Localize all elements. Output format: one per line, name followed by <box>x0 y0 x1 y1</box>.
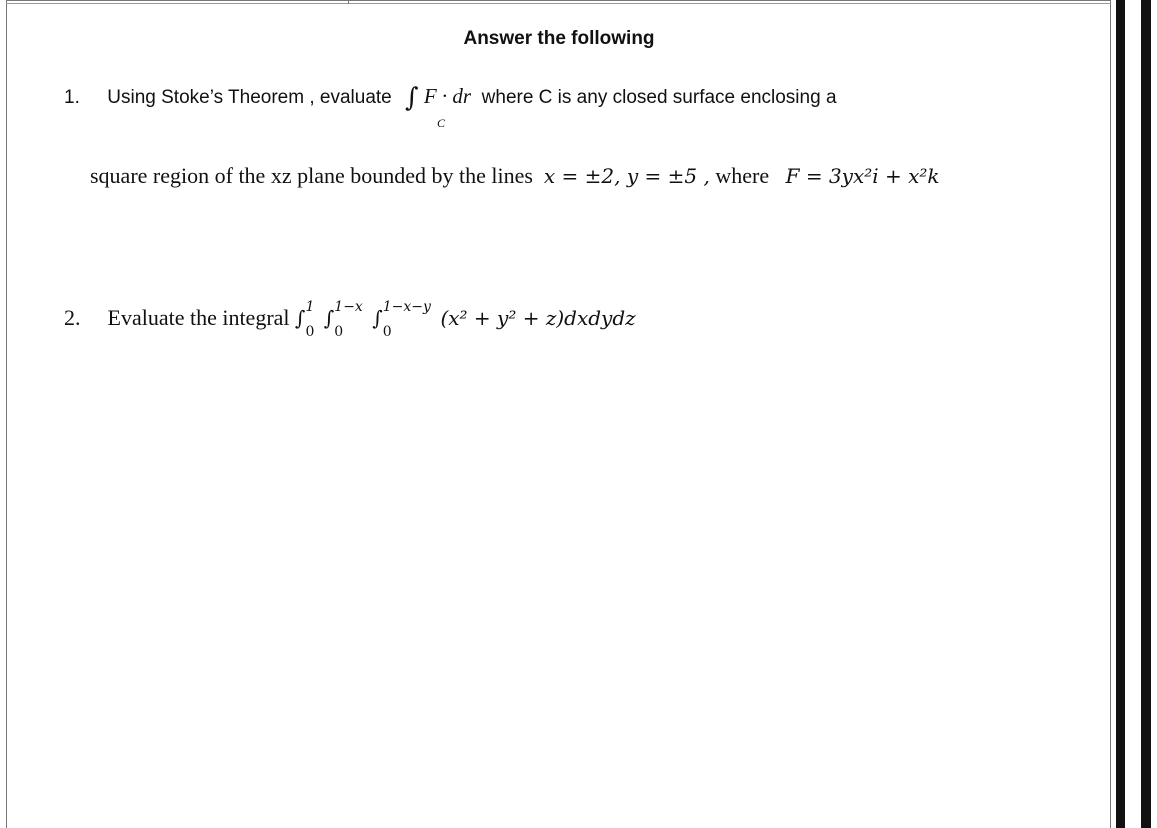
question-1 <box>64 80 837 113</box>
top-table-border <box>6 0 1111 4</box>
integral-symbol-1: ∫ <box>295 306 306 330</box>
right-edge-bar-outer <box>1141 0 1151 828</box>
continuation-text: square region of the xz plane bounded by the lines <box>90 163 533 188</box>
lower-limit: 0 <box>382 323 392 340</box>
integral-limits-2 <box>334 298 363 340</box>
upper-limit: 1−x−y <box>382 298 431 315</box>
lower-limit: 0 <box>334 323 344 340</box>
upper-limit: 1−x <box>334 298 363 315</box>
question-1-text-after: where C is any closed surface enclosing a <box>481 87 837 108</box>
bounding-condition: x = ±2, y = ±5 , <box>543 164 710 188</box>
question-2 <box>64 298 636 340</box>
integral-limits-1 <box>305 298 315 340</box>
triple-integrand: (x² + y² + z)dxdydz <box>440 306 636 330</box>
lower-limit: 0 <box>305 323 315 340</box>
vector-field: F = 3yx²i + x²k <box>785 164 940 188</box>
right-edge-bar <box>1116 0 1125 828</box>
integral-symbol-3: ∫ <box>372 306 383 330</box>
question-1-continuation <box>90 163 940 189</box>
page-frame <box>6 0 1111 828</box>
where-label: where <box>715 163 770 188</box>
question-1-text: Using Stoke’s Theorem , evaluate <box>107 87 392 108</box>
top-table-divider <box>348 0 349 4</box>
integral-lower-limit: C <box>437 116 446 130</box>
section-heading: Answer the following <box>463 28 655 49</box>
integral-limits-3 <box>382 298 431 340</box>
question-2-number: 2. <box>64 305 81 330</box>
question-2-text: Evaluate the integral <box>107 305 290 330</box>
line-integral-symbol: ∫ <box>405 83 419 113</box>
line-integrand: F · dr <box>423 84 472 108</box>
upper-limit: 1 <box>305 298 315 315</box>
integral-symbol-2: ∫ <box>323 306 335 330</box>
question-1-number: 1. <box>64 87 80 108</box>
